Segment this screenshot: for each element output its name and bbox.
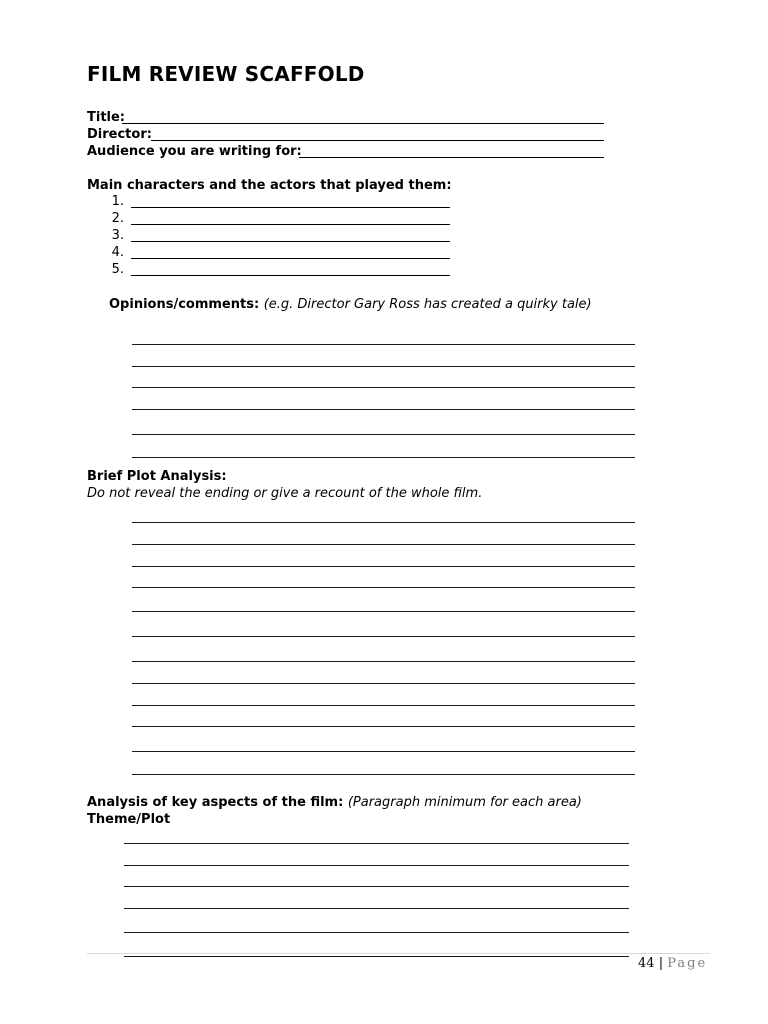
plot-line[interactable] xyxy=(132,587,635,588)
theme-line[interactable] xyxy=(124,908,629,909)
opinions-line[interactable] xyxy=(132,366,635,367)
plot-instruction: Do not reveal the ending or give a recount of the whole film. xyxy=(87,486,483,501)
page-title: FILM REVIEW SCAFFOLD xyxy=(87,62,365,86)
character-line-5[interactable] xyxy=(131,275,450,276)
opinions-line[interactable] xyxy=(132,409,635,410)
footer-divider xyxy=(87,953,710,954)
plot-line[interactable] xyxy=(132,726,635,727)
list-item-number: 3. xyxy=(111,228,124,243)
character-line-2[interactable] xyxy=(131,224,450,225)
audience-field-line[interactable] xyxy=(299,157,604,158)
title-field-line[interactable] xyxy=(122,123,604,124)
plot-line[interactable] xyxy=(132,522,635,523)
character-line-1[interactable] xyxy=(131,207,450,208)
audience-field-label: Audience you are writing for: xyxy=(87,144,302,159)
theme-line[interactable] xyxy=(124,932,629,933)
opinions-line[interactable] xyxy=(132,344,635,345)
director-field-label: Director: xyxy=(87,127,152,142)
opinions-label: Opinions/comments: xyxy=(109,297,260,312)
opinions-line[interactable] xyxy=(132,457,635,458)
director-field-line[interactable] xyxy=(151,140,604,141)
page-number: 44 xyxy=(638,956,655,971)
title-field-label: Title: xyxy=(87,110,126,125)
list-item-number: 5. xyxy=(111,262,124,277)
opinions-heading xyxy=(109,297,592,312)
plot-line[interactable] xyxy=(132,683,635,684)
plot-line[interactable] xyxy=(132,544,635,545)
plot-line[interactable] xyxy=(132,566,635,567)
plot-line[interactable] xyxy=(132,636,635,637)
theme-line[interactable] xyxy=(124,886,629,887)
plot-line[interactable] xyxy=(132,751,635,752)
analysis-heading-row xyxy=(87,795,582,810)
footer-separator: | xyxy=(658,956,664,971)
list-item-number: 4. xyxy=(111,245,124,260)
plot-heading: Brief Plot Analysis: xyxy=(87,469,227,484)
analysis-heading: Analysis of key aspects of the film: xyxy=(87,795,344,810)
list-item-number: 1. xyxy=(111,194,124,209)
character-line-4[interactable] xyxy=(131,258,450,259)
plot-line[interactable] xyxy=(132,661,635,662)
theme-line[interactable] xyxy=(124,843,629,844)
analysis-note: (Paragraph minimum for each area) xyxy=(347,795,582,810)
theme-line[interactable] xyxy=(124,956,629,957)
theme-line[interactable] xyxy=(124,865,629,866)
plot-line[interactable] xyxy=(132,705,635,706)
page-footer xyxy=(638,956,707,971)
list-item-number: 2. xyxy=(111,211,124,226)
theme-plot-subheading: Theme/Plot xyxy=(87,812,171,827)
opinions-line[interactable] xyxy=(132,387,635,388)
plot-line[interactable] xyxy=(132,611,635,612)
characters-heading: Main characters and the actors that played them: xyxy=(87,178,452,193)
page-word: Page xyxy=(667,956,708,971)
opinions-note: (e.g. Director Gary Ross has created a quirky tale) xyxy=(263,297,592,312)
opinions-line[interactable] xyxy=(132,434,635,435)
plot-line[interactable] xyxy=(132,774,635,775)
character-line-3[interactable] xyxy=(131,241,450,242)
